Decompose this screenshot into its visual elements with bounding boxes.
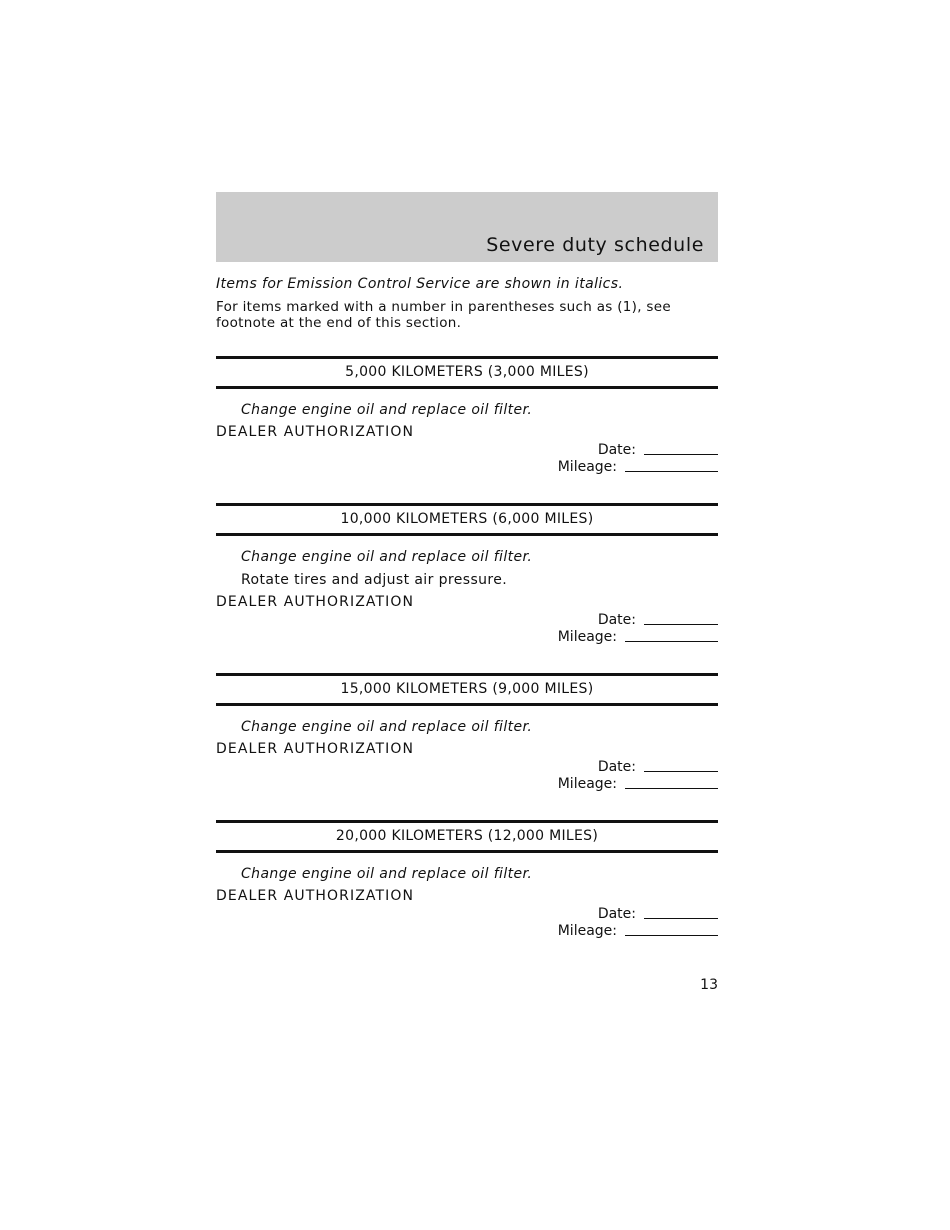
interval-heading: 15,000 KILOMETERS (9,000 MILES) [216, 673, 718, 706]
date-blank [644, 611, 718, 625]
date-blank [644, 758, 718, 772]
mileage-label: Mileage: [557, 458, 617, 475]
date-label: Date: [597, 905, 636, 922]
mileage-row [216, 628, 718, 645]
dealer-authorization-label: DEALER AUTHORIZATION [216, 424, 415, 440]
mileage-row [216, 775, 718, 792]
service-item: Change engine oil and replace oil filter. [241, 866, 533, 882]
dealer-authorization-label: DEALER AUTHORIZATION [216, 888, 415, 904]
service-item: Rotate tires and adjust air pressure. [241, 572, 508, 588]
mileage-blank [625, 458, 718, 472]
date-row [216, 611, 718, 628]
mileage-blank [625, 628, 718, 642]
mileage-row [216, 922, 718, 939]
dealer-authorization-label: DEALER AUTHORIZATION [216, 741, 415, 757]
mileage-blank [625, 775, 718, 789]
date-row [216, 905, 718, 922]
date-label: Date: [597, 758, 636, 775]
interval-heading: 20,000 KILOMETERS (12,000 MILES) [216, 820, 718, 853]
date-row [216, 758, 718, 775]
service-interval-20000 [216, 820, 718, 939]
date-row [216, 441, 718, 458]
mileage-label: Mileage: [557, 775, 617, 792]
mileage-label: Mileage: [557, 628, 617, 645]
service-interval-10000 [216, 503, 718, 645]
date-label: Date: [597, 441, 636, 458]
manual-page [216, 192, 718, 939]
date-blank [644, 441, 718, 455]
page-number: 13 [700, 977, 718, 993]
page-title: Severe duty schedule [486, 234, 704, 256]
dealer-authorization-label: DEALER AUTHORIZATION [216, 594, 415, 610]
date-label: Date: [597, 611, 636, 628]
mileage-label: Mileage: [557, 922, 617, 939]
interval-heading: 5,000 KILOMETERS (3,000 MILES) [216, 356, 718, 389]
service-item: Change engine oil and replace oil filter. [241, 719, 533, 735]
date-blank [644, 905, 718, 919]
section-header-band [216, 192, 718, 262]
mileage-blank [625, 922, 718, 936]
service-interval-15000 [216, 673, 718, 792]
service-item: Change engine oil and replace oil filter. [241, 549, 533, 565]
mileage-row [216, 458, 718, 475]
service-interval-5000 [216, 356, 718, 475]
interval-heading: 10,000 KILOMETERS (6,000 MILES) [216, 503, 718, 536]
service-item: Change engine oil and replace oil filter. [241, 402, 533, 418]
italics-legend: Items for Emission Control Service are shown in italics. [216, 276, 624, 292]
footnote-legend: For items marked with a number in parentheses such as (1), see footnote at the end of this section. [216, 299, 671, 331]
